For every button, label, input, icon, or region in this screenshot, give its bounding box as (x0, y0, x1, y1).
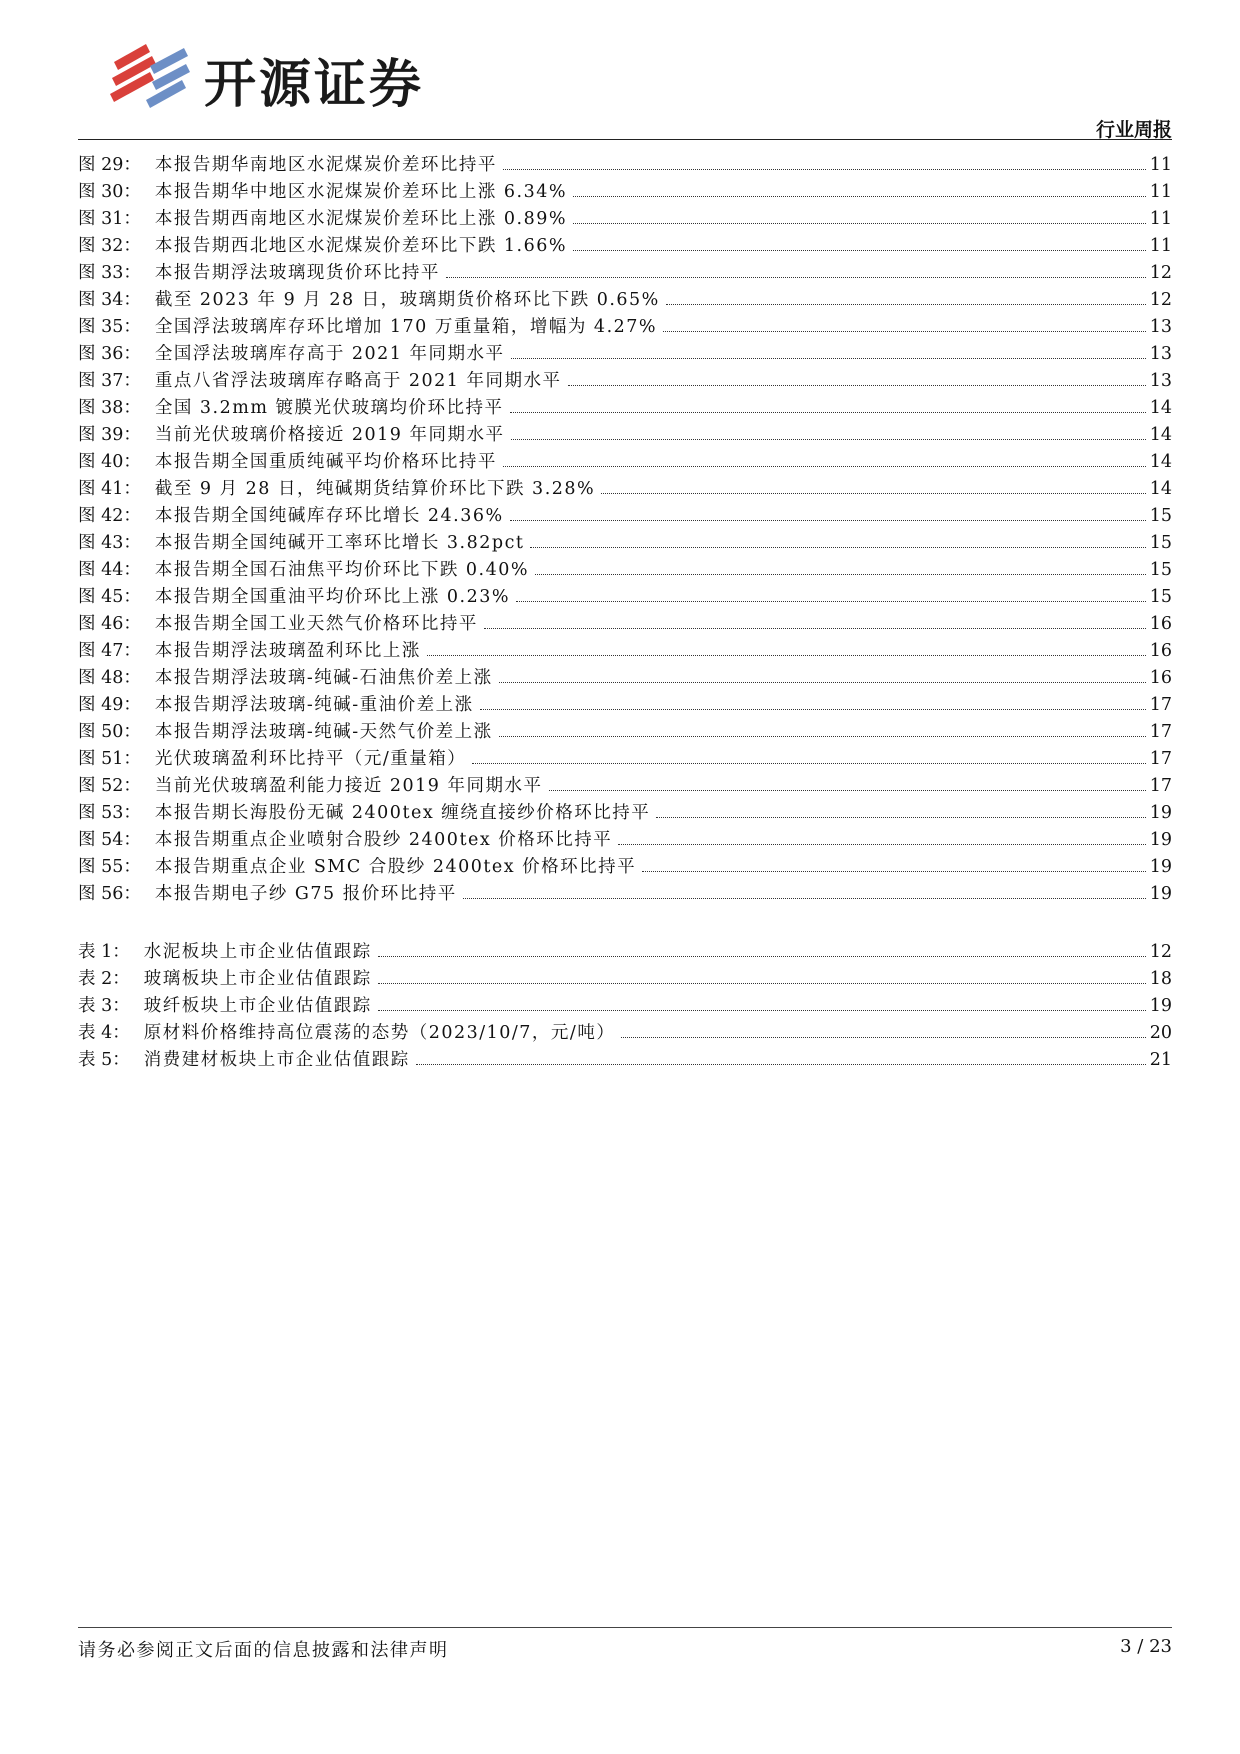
page-reference: 14 (1149, 452, 1172, 472)
figure-title: 全国浮法玻璃库存环比增加 170 万重量箱，增幅为 4.27% (154, 317, 658, 337)
dot-leader (378, 983, 1146, 984)
figure-title: 重点八省浮法玻璃库存略高于 2021 年同期水平 (154, 371, 562, 391)
entry-separator: ： (112, 1023, 130, 1043)
dot-leader (499, 682, 1146, 683)
dot-leader (378, 1010, 1146, 1011)
figure-number: 图 52 (78, 776, 124, 796)
figure-entry[interactable] (78, 502, 1172, 529)
page-reference: 11 (1149, 155, 1172, 175)
table-title: 玻纤板块上市企业估值跟踪 (143, 996, 372, 1016)
entry-separator: ： (123, 155, 141, 175)
page-reference: 14 (1149, 398, 1172, 418)
figure-title: 本报告期浮法玻璃现货价环比持平 (154, 263, 440, 283)
figure-entry[interactable] (78, 664, 1172, 691)
page-reference: 15 (1149, 560, 1172, 580)
page-reference: 19 (1149, 803, 1172, 823)
page-reference: 11 (1149, 236, 1172, 256)
figure-number: 图 43 (78, 533, 124, 553)
entry-separator: ： (123, 884, 141, 904)
page-reference: 19 (1149, 996, 1172, 1016)
figure-title: 本报告期全国重质纯碱平均价格环比持平 (154, 452, 497, 472)
page-reference: 12 (1149, 290, 1172, 310)
figure-number: 图 30 (78, 182, 124, 202)
table-entry[interactable] (78, 1019, 1172, 1046)
figure-title: 本报告期西北地区水泥煤炭价差环比下跌 1.66% (154, 236, 567, 256)
page-reference: 19 (1149, 884, 1172, 904)
figure-number: 图 32 (78, 236, 124, 256)
page-reference: 17 (1149, 776, 1172, 796)
figure-number: 图 36 (78, 344, 124, 364)
figure-title: 本报告期全国纯碱库存环比增长 24.36% (154, 506, 504, 526)
entry-separator: ： (123, 857, 141, 877)
entry-separator: ： (123, 452, 141, 472)
figure-entry[interactable] (78, 583, 1172, 610)
logo-text: 开源证券 (204, 54, 425, 115)
entry-separator: ： (123, 803, 141, 823)
figure-entry[interactable] (78, 475, 1172, 502)
figure-list (78, 151, 1172, 907)
dot-leader (416, 1064, 1146, 1065)
figure-entry[interactable] (78, 286, 1172, 313)
figure-entry[interactable] (78, 394, 1172, 421)
figure-number: 图 50 (78, 722, 124, 742)
dot-leader (446, 277, 1146, 278)
entry-separator: ： (123, 182, 141, 202)
page-reference: 17 (1149, 749, 1172, 769)
dot-leader (601, 493, 1146, 494)
page-reference: 14 (1149, 479, 1172, 499)
figure-number: 图 33 (78, 263, 124, 283)
figure-number: 图 45 (78, 587, 124, 607)
entry-separator: ： (123, 479, 141, 499)
figure-number: 图 49 (78, 695, 124, 715)
dot-leader (656, 817, 1145, 818)
dot-leader (511, 439, 1146, 440)
figure-number: 图 40 (78, 452, 124, 472)
dot-leader (503, 466, 1146, 467)
dot-leader (573, 196, 1146, 197)
figure-entry[interactable] (78, 556, 1172, 583)
dot-leader (618, 844, 1145, 845)
figure-title: 本报告期长海股份无碱 2400tex 缠绕直接纱价格环比持平 (154, 803, 651, 823)
figure-entry[interactable] (78, 313, 1172, 340)
figure-title: 全国浮法玻璃库存高于 2021 年同期水平 (154, 344, 505, 364)
header-divider (78, 139, 1172, 140)
figure-number: 图 55 (78, 857, 124, 877)
page-reference: 13 (1149, 371, 1172, 391)
dot-leader (663, 331, 1146, 332)
page-reference: 14 (1149, 425, 1172, 445)
entry-separator: ： (123, 344, 141, 364)
figure-entry[interactable] (78, 205, 1172, 232)
figure-title: 本报告期全国重油平均价环比上涨 0.23% (154, 587, 510, 607)
figure-number: 图 31 (78, 209, 124, 229)
page-reference: 21 (1149, 1050, 1172, 1070)
figure-entry[interactable] (78, 637, 1172, 664)
dot-leader (568, 385, 1146, 386)
page-reference: 12 (1149, 942, 1172, 962)
page-reference: 13 (1149, 344, 1172, 364)
dot-leader (472, 763, 1145, 764)
table-entry[interactable] (78, 938, 1172, 965)
figure-title: 本报告期电子纱 G75 报价环比持平 (154, 884, 457, 904)
figure-number: 图 47 (78, 641, 124, 661)
figure-title: 截至 9 月 28 日，纯碱期货结算价环比下跌 3.28% (154, 479, 596, 499)
dot-leader (378, 956, 1146, 957)
figure-title: 本报告期华南地区水泥煤炭价差环比持平 (154, 155, 497, 175)
dot-leader (621, 1037, 1145, 1038)
figure-entry[interactable] (78, 340, 1172, 367)
table-entry[interactable] (78, 992, 1172, 1019)
entry-separator: ： (123, 425, 141, 445)
figure-entry[interactable] (78, 745, 1172, 772)
page-reference: 11 (1149, 209, 1172, 229)
page-reference: 16 (1149, 641, 1172, 661)
entry-separator: ： (123, 587, 141, 607)
figure-entry[interactable] (78, 232, 1172, 259)
entry-separator: ： (123, 641, 141, 661)
page-reference: 16 (1149, 668, 1172, 688)
figure-title: 当前光伏玻璃价格接近 2019 年同期水平 (154, 425, 505, 445)
figure-number: 图 39 (78, 425, 124, 445)
dot-leader (510, 520, 1146, 521)
figure-number: 图 44 (78, 560, 124, 580)
page-reference: 11 (1149, 182, 1172, 202)
figure-entry[interactable] (78, 610, 1172, 637)
table-number: 表 2 (78, 969, 113, 989)
page-reference: 15 (1149, 587, 1172, 607)
figure-entry[interactable] (78, 529, 1172, 556)
figure-number: 图 37 (78, 371, 124, 391)
page-reference: 17 (1149, 695, 1172, 715)
figure-entry[interactable] (78, 178, 1172, 205)
footer-disclaimer: 请务必参阅正文后面的信息披露和法律声明 (78, 1640, 449, 1661)
figure-title: 全国 3.2mm 镀膜光伏玻璃均价环比持平 (154, 398, 504, 418)
page-reference: 20 (1149, 1023, 1172, 1043)
page-reference: 17 (1149, 722, 1172, 742)
entry-separator: ： (112, 1050, 130, 1070)
entry-separator: ： (123, 371, 141, 391)
page-reference: 19 (1149, 857, 1172, 877)
company-logo (106, 42, 506, 116)
footer-divider (78, 1627, 1172, 1628)
entry-separator: ： (123, 317, 141, 337)
entry-separator: ： (123, 722, 141, 742)
dot-leader (573, 223, 1146, 224)
dot-leader (463, 898, 1146, 899)
figure-number: 图 38 (78, 398, 124, 418)
figure-entry[interactable] (78, 691, 1172, 718)
figure-number: 图 51 (78, 749, 124, 769)
figure-entry[interactable] (78, 799, 1172, 826)
figure-entry[interactable] (78, 826, 1172, 853)
entry-separator: ： (112, 996, 130, 1016)
table-number: 表 4 (78, 1023, 113, 1043)
dot-leader (499, 736, 1146, 737)
figure-title: 本报告期浮法玻璃盈利环比上涨 (154, 641, 421, 661)
page-reference: 12 (1149, 263, 1172, 283)
figure-title: 本报告期全国石油焦平均价环比下跌 0.40% (154, 560, 529, 580)
figure-entry[interactable] (78, 259, 1172, 286)
dot-leader (642, 871, 1146, 872)
document-type: 行业周报 (1095, 119, 1172, 141)
table-entry[interactable] (78, 1046, 1172, 1073)
entry-separator: ： (123, 776, 141, 796)
figure-entry[interactable] (78, 880, 1172, 907)
table-list (78, 938, 1172, 1073)
figure-title: 本报告期华中地区水泥煤炭价差环比上涨 6.34% (154, 182, 567, 202)
entry-separator: ： (123, 533, 141, 553)
table-number: 表 1 (78, 942, 113, 962)
dot-leader (530, 547, 1145, 548)
figure-title: 本报告期浮法玻璃-纯碱-石油焦价差上涨 (154, 668, 493, 688)
figure-title: 本报告期全国纯碱开工率环比增长 3.82pct (154, 533, 525, 553)
page-reference: 15 (1149, 533, 1172, 553)
entry-separator: ： (123, 236, 141, 256)
figure-title: 本报告期西南地区水泥煤炭价差环比上涨 0.89% (154, 209, 567, 229)
table-title: 消费建材板块上市企业估值跟踪 (143, 1050, 410, 1070)
figure-entry[interactable] (78, 367, 1172, 394)
figure-number: 图 42 (78, 506, 124, 526)
entry-separator: ： (123, 209, 141, 229)
figure-number: 图 46 (78, 614, 124, 634)
page-header (78, 36, 1172, 140)
table-entry[interactable] (78, 965, 1172, 992)
page-reference: 16 (1149, 614, 1172, 634)
dot-leader (535, 574, 1146, 575)
entry-separator: ： (123, 263, 141, 283)
figure-number: 图 56 (78, 884, 124, 904)
figure-title: 截至 2023 年 9 月 28 日，玻璃期货价格环比下跌 0.65% (154, 290, 660, 310)
entry-separator: ： (112, 942, 130, 962)
dot-leader (511, 358, 1146, 359)
figure-title: 当前光伏玻璃盈利能力接近 2019 年同期水平 (154, 776, 543, 796)
dot-leader (549, 790, 1146, 791)
figure-entry[interactable] (78, 718, 1172, 745)
table-number: 表 5 (78, 1050, 113, 1070)
figure-number: 图 29 (78, 155, 124, 175)
dot-leader (503, 169, 1146, 170)
figure-title: 本报告期重点企业喷射合股纱 2400tex 价格环比持平 (154, 830, 613, 850)
figure-title: 光伏玻璃盈利环比持平（元/重量箱） (154, 749, 467, 769)
figure-title: 本报告期全国工业天然气价格环比持平 (154, 614, 478, 634)
figure-title: 本报告期浮法玻璃-纯碱-天然气价差上涨 (154, 722, 493, 742)
figure-entry[interactable] (78, 448, 1172, 475)
entry-separator: ： (123, 398, 141, 418)
entry-separator: ： (123, 614, 141, 634)
figure-number: 图 54 (78, 830, 124, 850)
entry-separator: ： (123, 560, 141, 580)
figure-entry[interactable] (78, 421, 1172, 448)
page-reference: 18 (1149, 969, 1172, 989)
dot-leader (510, 412, 1146, 413)
entry-separator: ： (123, 506, 141, 526)
table-title: 玻璃板块上市企业估值跟踪 (143, 969, 372, 989)
entry-separator: ： (123, 668, 141, 688)
page-reference: 13 (1149, 317, 1172, 337)
dot-leader (516, 601, 1146, 602)
logo-mark-icon (106, 42, 190, 116)
dot-leader (573, 250, 1146, 251)
page-reference: 19 (1149, 830, 1172, 850)
figure-title: 本报告期重点企业 SMC 合股纱 2400tex 价格环比持平 (154, 857, 637, 877)
table-title: 水泥板块上市企业估值跟踪 (143, 942, 372, 962)
page-number: 3 / 23 (1120, 1636, 1172, 1657)
table-number: 表 3 (78, 996, 113, 1016)
page-reference: 15 (1149, 506, 1172, 526)
figure-entry[interactable] (78, 853, 1172, 880)
figure-number: 图 41 (78, 479, 124, 499)
figure-entry[interactable] (78, 772, 1172, 799)
table-title: 原材料价格维持高位震荡的态势（2023/10/7，元/吨） (143, 1023, 616, 1043)
entry-separator: ： (123, 695, 141, 715)
figure-number: 图 48 (78, 668, 124, 688)
figure-entry[interactable] (78, 151, 1172, 178)
entry-separator: ： (112, 969, 130, 989)
entry-separator: ： (123, 830, 141, 850)
figure-number: 图 53 (78, 803, 124, 823)
figure-number: 图 35 (78, 317, 124, 337)
figure-number: 图 34 (78, 290, 124, 310)
dot-leader (484, 628, 1146, 629)
dot-leader (427, 655, 1146, 656)
entry-separator: ： (123, 290, 141, 310)
entry-separator: ： (123, 749, 141, 769)
figure-title: 本报告期浮法玻璃-纯碱-重油价差上涨 (154, 695, 474, 715)
dot-leader (480, 709, 1146, 710)
dot-leader (666, 304, 1146, 305)
